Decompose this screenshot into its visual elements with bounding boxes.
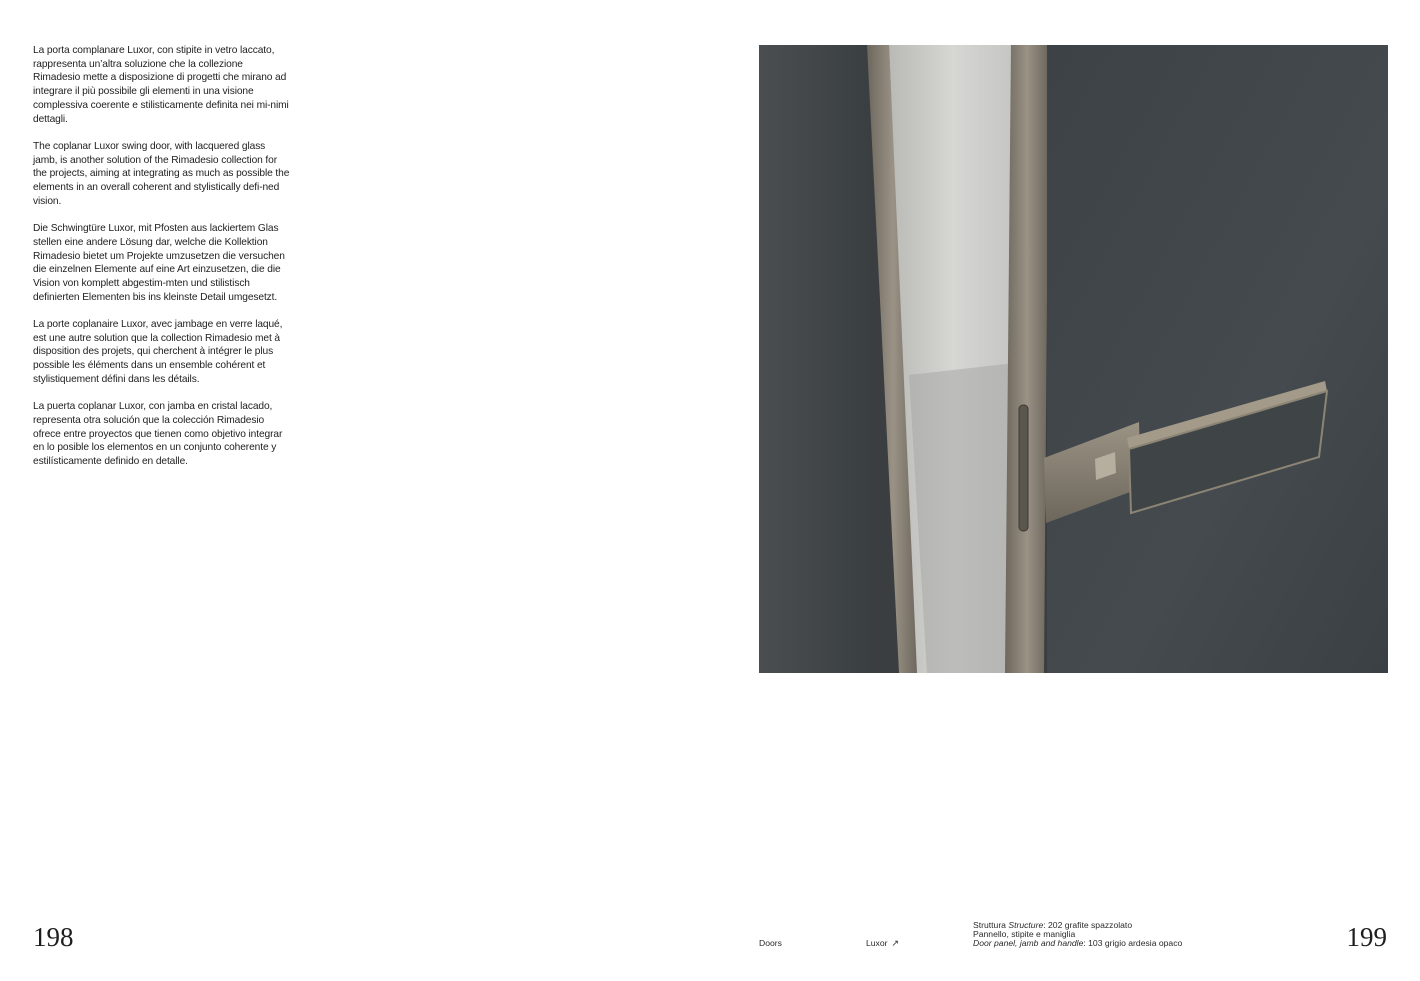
- paragraph-english: The coplanar Luxor swing door, with lacquered glass jamb, is another solution of the Rimadesio collection for the projects, aiming at integrating as much as possible the elements in an overall coherent and stylistically defi-ned vision.: [33, 140, 290, 207]
- paragraph-french: La porte coplanaire Luxor, avec jambage en verre laqué, est une autre solution que la collection Rimadesio met à disposition des projets, qui cherchent à intégrer le plus possible les éléments dans un ensemble cohérent et stylistiquement défini dans les détails.: [33, 319, 283, 385]
- door-handle-photo: [759, 45, 1388, 673]
- spec-structure: Struttura Structure: 202 grafite spazzolato: [973, 920, 1133, 930]
- spec-panel: Pannello, stipite e maniglia: [973, 929, 1076, 940]
- arrow-up-right-icon: ↗: [891, 938, 900, 948]
- footer-product-link[interactable]: [866, 938, 899, 948]
- finish-specs: [973, 921, 1182, 949]
- paragraph-spanish: La puerta coplanar Luxor, con jamba en cristal lacado, representa otra solución que la colección Rimadesio ofrece entre proyectos que tienen como objetivo integrar en lo posible los elementos en un conjunto coherente y estilísticamente definido en detalle.: [33, 401, 283, 468]
- footer-section-label: Doors: [759, 938, 782, 948]
- paragraph-italian: La porta complanare Luxor, con stipite in vetro laccato, rappresenta un’altra soluzione che la collezione Rimadesio mette a disposizione di progetti che mirano ad integrare il più possibile gli elementi in una visione complessiva coerente e stilisticamente definita nei mi-nimi dettagli.: [33, 45, 289, 125]
- footer-product-label: Luxor: [866, 938, 888, 948]
- page-number-left: 198: [33, 922, 74, 952]
- body-text: [33, 44, 291, 482]
- paragraph-german: Die Schwingtüre Luxor, mit Pfosten aus lackiertem Glas stellen eine andere Lösung dar, welche die Kollektion Rimadesio bietet um Projekte umzusetzen die versuchen die einzelnen Elemente auf eine Art einzusetzen, die die Vision von komplett abgestim-mten und stilistisch definierten Elementen bis ins kleinste Detail umgesetzt.: [33, 223, 285, 303]
- spec-panel-finish: Door panel, jamb and handle: 103 grigio ardesia opaco: [973, 938, 1183, 949]
- page-number-right: 199: [1346, 922, 1387, 952]
